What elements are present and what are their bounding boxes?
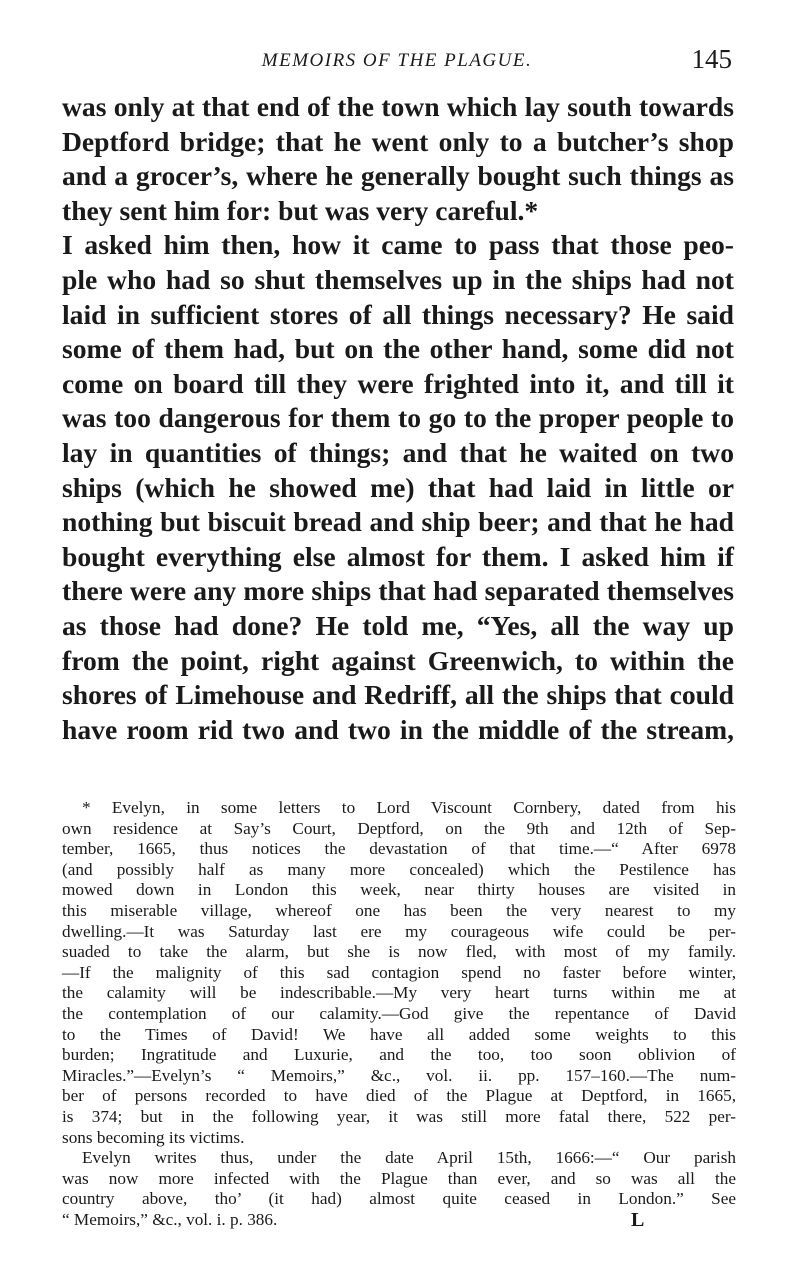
text-line: nothing but biscuit bread and ship beer; and that he had <box>62 506 734 538</box>
footnote-line: to the Times of David! We have all added some weights to this <box>62 1024 736 1044</box>
text-line: as those had done? He told me, “Yes, all the way up <box>62 609 734 641</box>
text-line: lay in quantities of things; and that he waited on two <box>62 436 734 468</box>
footnote-line: sons becoming its victims. <box>62 1127 245 1147</box>
footnote-line: * Evelyn, in some letters to Lord Viscount Cornbery, dated from his <box>82 798 736 817</box>
footnote-line: the contemplation of our calamity.—God give the repentance of David <box>62 1003 736 1023</box>
text-line: laid in sufficient stores of all things necessary? He said <box>62 298 734 330</box>
text-line: Deptford bridge; that he went only to a butcher’s shop <box>62 125 734 157</box>
footnote-line: —If the malignity of this sad contagion spend no faster before winter, <box>62 962 736 982</box>
text-line: shores of Limehouse and Redriff, all the ships that could <box>62 679 734 711</box>
main-text <box>62 90 734 747</box>
footnote-line: the calamity will be indescribable.—My very heart turns within me at <box>62 983 736 1003</box>
footnote-line: was now more infected with the Plague than ever, and so was all the <box>62 1168 736 1188</box>
footnote-line: this miserable village, whereof one has been the very nearest to my <box>62 900 736 920</box>
text-line: some of them had, but on the other hand, some did not <box>62 333 734 365</box>
text-line: they sent him for: but was very careful.* <box>62 194 539 226</box>
footnote-line: burden; Ingratitude and Luxurie, and the too, too soon oblivion of <box>62 1045 736 1065</box>
footnote-line: “ Memoirs,” &c., vol. i. p. 386. <box>62 1209 278 1229</box>
page-number: 145 <box>691 44 732 74</box>
text-line: ships (which he showed me) that had laid in little or <box>62 471 734 503</box>
footnote-line: dwelling.—It was Saturday last ere my courageous wife could be per- <box>62 921 736 941</box>
text-line: have room rid two and two in the middle of the stream, <box>62 713 734 745</box>
text-line: and a grocer’s, where he generally bought such things as <box>62 160 734 192</box>
text-line: I asked him then, how it came to pass that those peo- <box>62 229 734 261</box>
footnote-line: (and possibly half as many more concealed) which the Pestilence has <box>62 859 736 879</box>
footnote-line: country above, tho’ (it had) almost quite ceased in London.” See <box>62 1189 736 1209</box>
footnote-line: mowed down in London this week, near thirty houses are visited in <box>62 880 736 900</box>
footnote-line: own residence at Say’s Court, Deptford, on the 9th and 12th of Sep- <box>62 818 736 838</box>
footnote-line: is 374; but in the following year, it was still more fatal there, 522 per- <box>62 1106 736 1126</box>
text-line: ple who had so shut themselves up in the ships had not <box>62 263 734 295</box>
footnote-line: suaded to take the alarm, but she is now fled, with most of my family. <box>62 942 736 962</box>
signature-mark: L <box>631 1209 645 1231</box>
footnote-line: Evelyn writes thus, under the date April 15th, 1666:—“ Our parish <box>82 1148 736 1168</box>
footnote-line: tember, 1665, thus notices the devastation of that time.—“ After 6978 <box>62 839 736 859</box>
text-line: from the point, right against Greenwich, to within the <box>62 644 734 676</box>
footnote-line: ber of persons recorded to have died of the Plague at Deptford, in 1665, <box>62 1086 736 1106</box>
text-line: come on board till they were frighted into it, and till it <box>62 367 734 399</box>
text-line: was only at that end of the town which lay south towards <box>62 91 734 122</box>
text-line: was too dangerous for them to go to the proper people to <box>62 402 734 434</box>
running-head <box>62 44 732 86</box>
footnote <box>62 798 736 1230</box>
text-line: bought everything else almost for them. I asked him if <box>62 540 734 572</box>
running-title: MEMOIRS OF THE PLAGUE. <box>261 50 533 71</box>
text-line: there were any more ships that had separated themselves <box>62 575 734 607</box>
footnote-line: Miracles.”—Evelyn’s “ Memoirs,” &c., vol. ii. pp. 157–160.—The num- <box>62 1065 736 1085</box>
